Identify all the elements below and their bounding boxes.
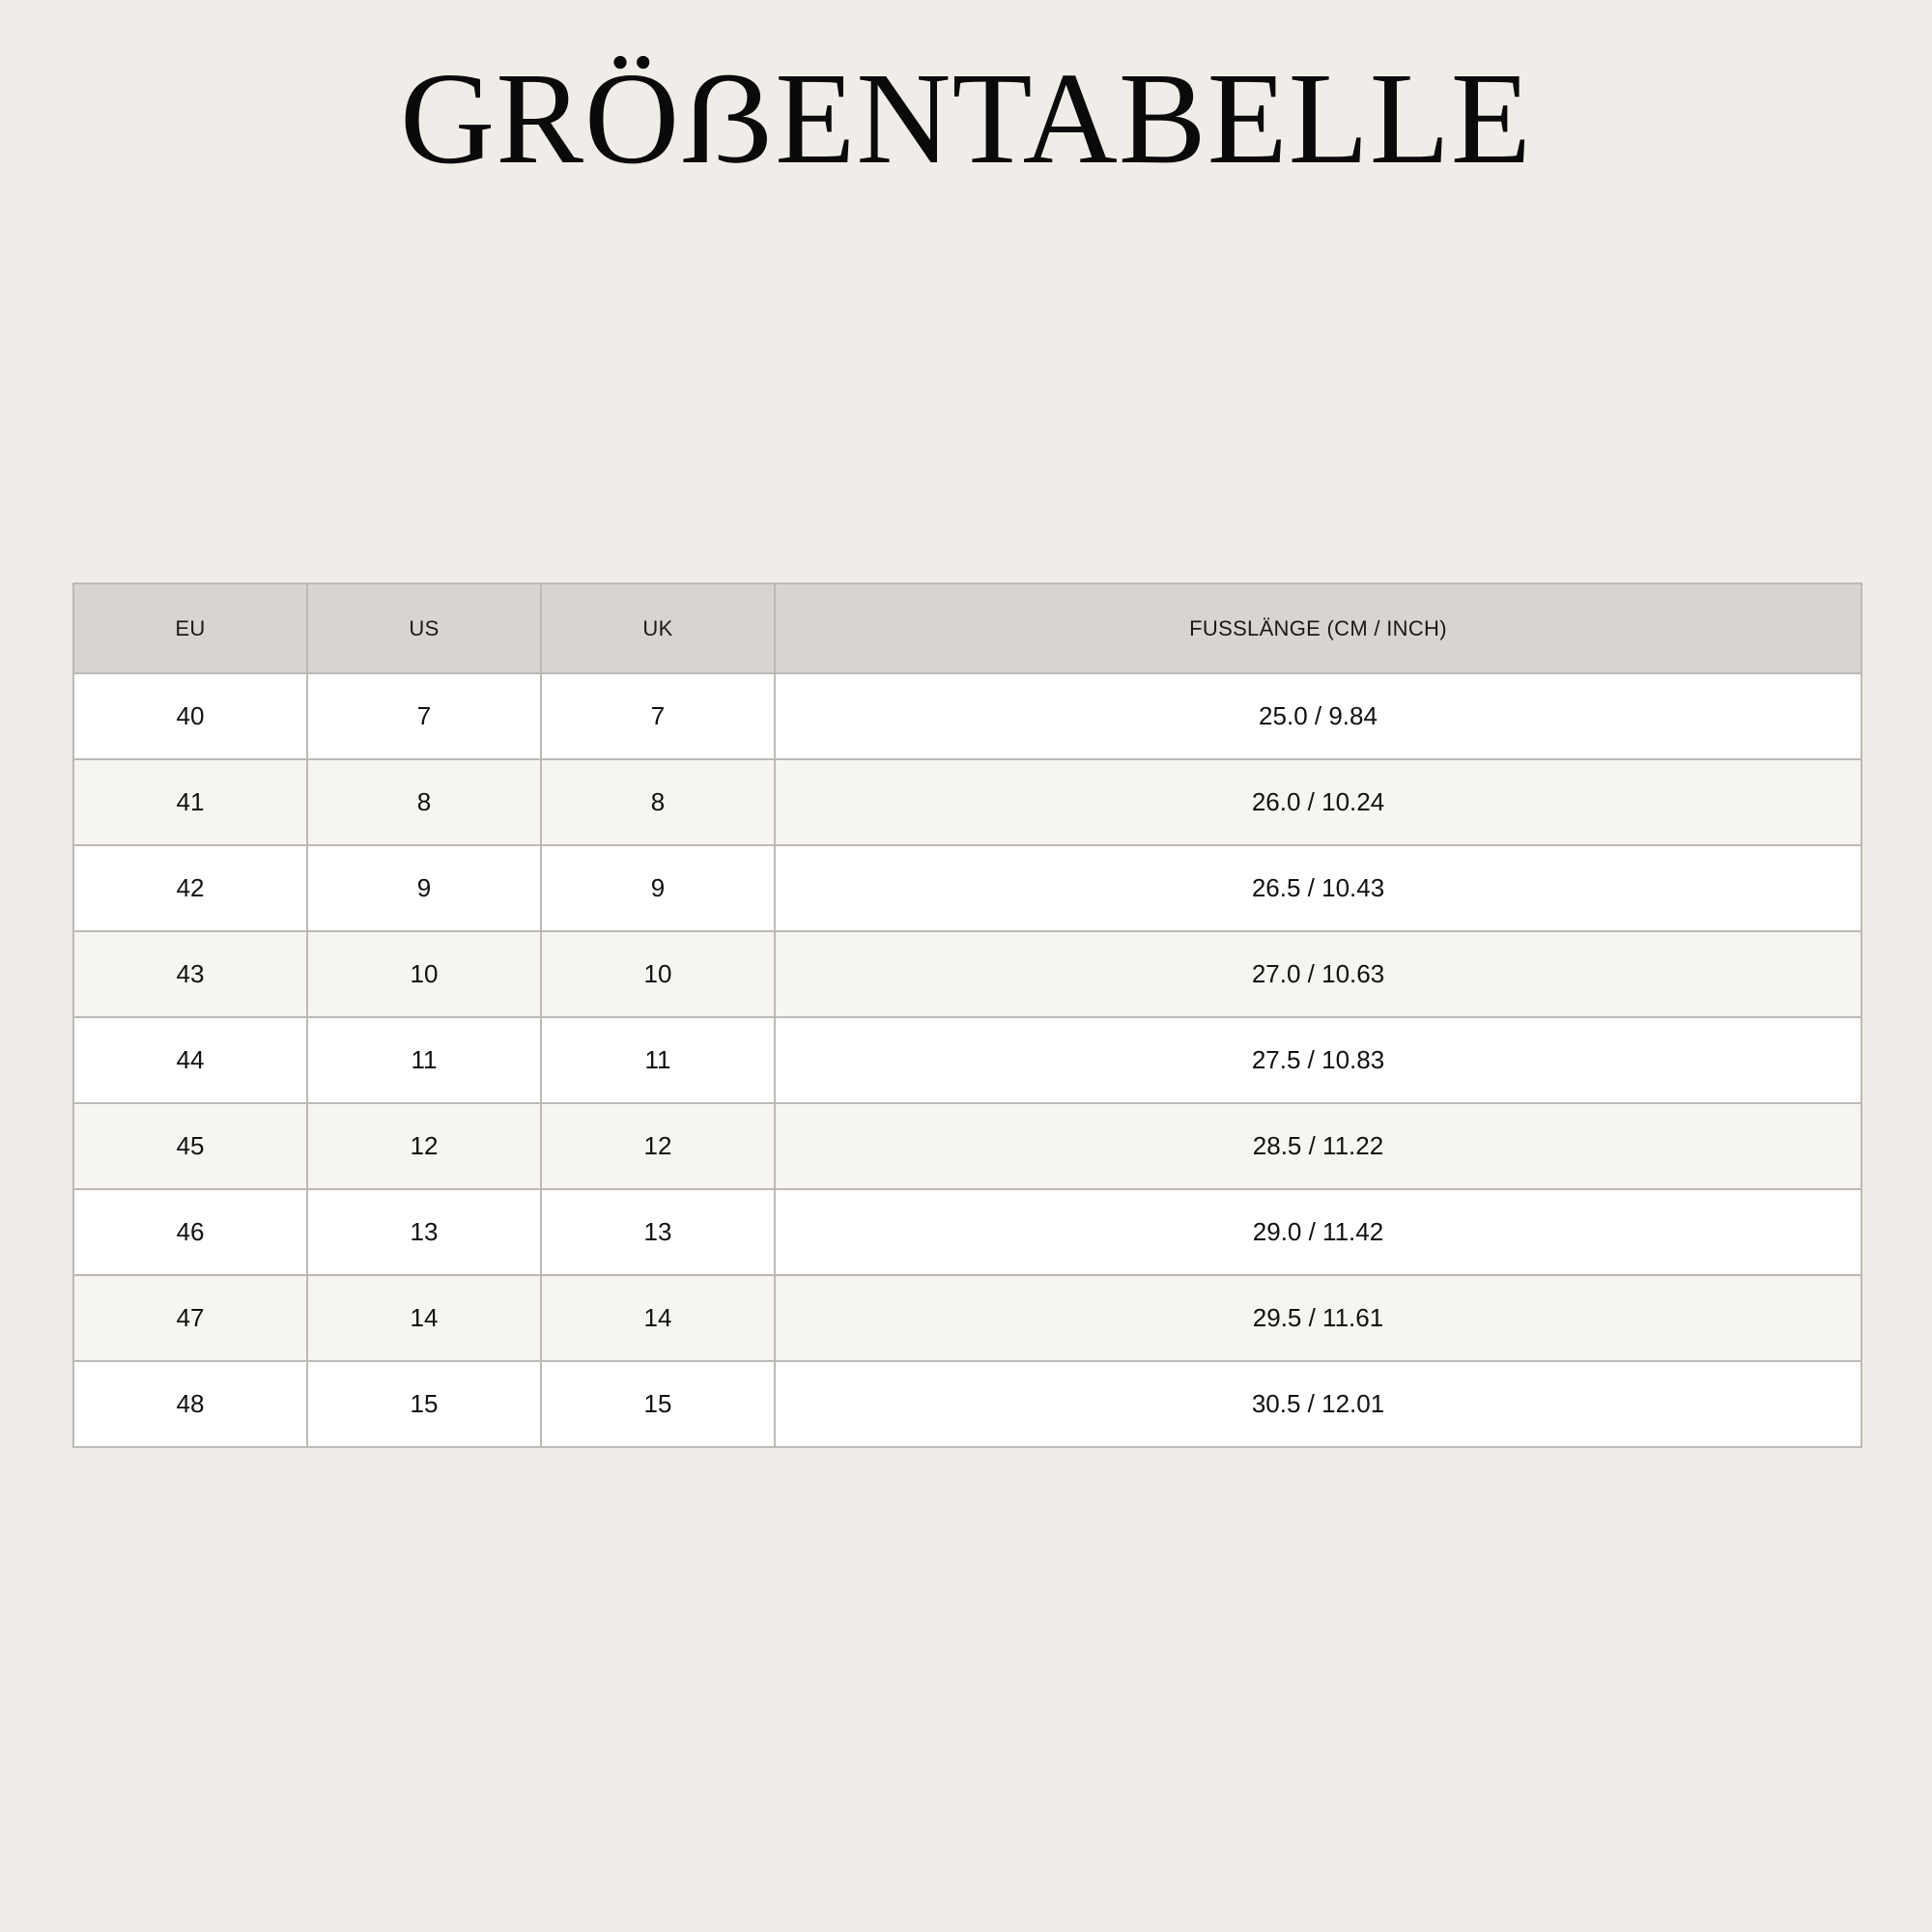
cell-eu: 43 [73,931,307,1017]
table-row [73,1103,1861,1189]
cell-uk: 8 [541,759,775,845]
cell-uk: 15 [541,1361,775,1447]
cell-eu: 40 [73,673,307,759]
cell-eu: 42 [73,845,307,931]
cell-us: 14 [307,1275,541,1361]
cell-uk: 14 [541,1275,775,1361]
table-row [73,1189,1861,1275]
cell-eu: 44 [73,1017,307,1103]
cell-eu: 47 [73,1275,307,1361]
table-header [73,583,1861,673]
header-uk: UK [541,583,775,673]
table-row [73,759,1861,845]
table-body [73,673,1861,1447]
cell-uk: 7 [541,673,775,759]
table-row [73,1361,1861,1447]
table-row [73,1275,1861,1361]
cell-foot-length: 27.5 / 10.83 [775,1017,1861,1103]
cell-eu: 41 [73,759,307,845]
cell-foot-length: 27.0 / 10.63 [775,931,1861,1017]
cell-uk: 12 [541,1103,775,1189]
cell-us: 13 [307,1189,541,1275]
cell-us: 10 [307,931,541,1017]
table-row [73,1017,1861,1103]
cell-foot-length: 30.5 / 12.01 [775,1361,1861,1447]
cell-eu: 48 [73,1361,307,1447]
cell-us: 9 [307,845,541,931]
cell-us: 11 [307,1017,541,1103]
cell-uk: 11 [541,1017,775,1103]
cell-us: 15 [307,1361,541,1447]
cell-us: 8 [307,759,541,845]
cell-foot-length: 25.0 / 9.84 [775,673,1861,759]
cell-us: 12 [307,1103,541,1189]
cell-eu: 46 [73,1189,307,1275]
cell-eu: 45 [73,1103,307,1189]
table-row [73,931,1861,1017]
table-row [73,845,1861,931]
cell-uk: 10 [541,931,775,1017]
size-chart-table [72,582,1862,1448]
cell-foot-length: 29.0 / 11.42 [775,1189,1861,1275]
cell-uk: 13 [541,1189,775,1275]
cell-foot-length: 26.0 / 10.24 [775,759,1861,845]
cell-us: 7 [307,673,541,759]
cell-foot-length: 29.5 / 11.61 [775,1275,1861,1361]
header-eu: EU [73,583,307,673]
cell-uk: 9 [541,845,775,931]
table-row [73,673,1861,759]
cell-foot-length: 28.5 / 11.22 [775,1103,1861,1189]
header-us: US [307,583,541,673]
page-title: GRÖẞENTABELLE [400,46,1532,191]
header-row [73,583,1861,673]
header-foot-length: FUSSLÄNGE (CM / INCH) [775,583,1861,673]
cell-foot-length: 26.5 / 10.43 [775,845,1861,931]
